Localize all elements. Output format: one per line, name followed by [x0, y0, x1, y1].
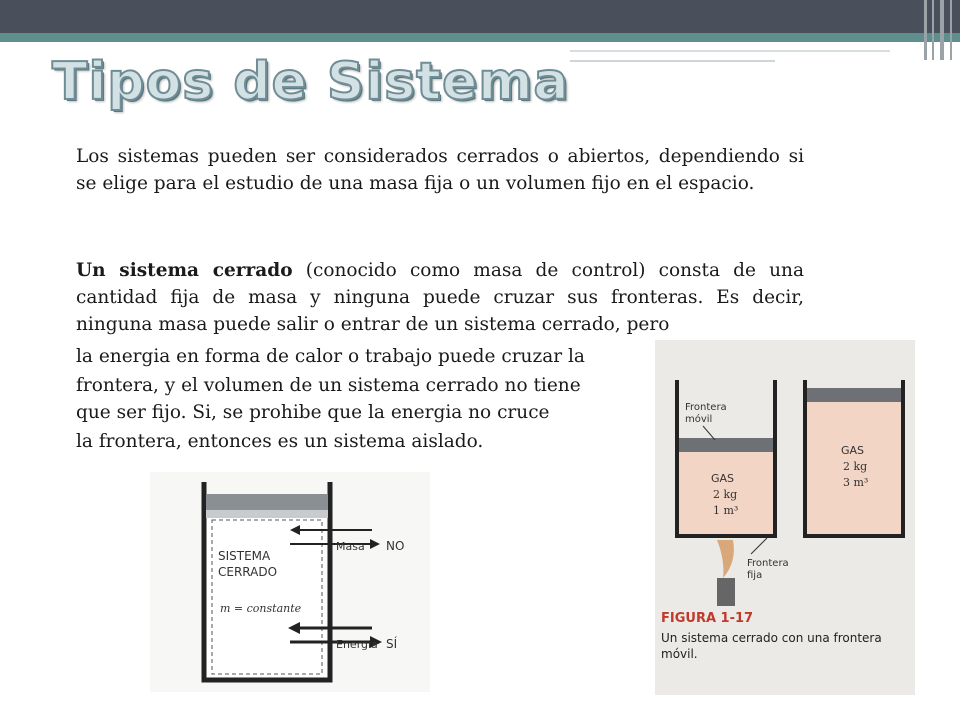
- figure-caption-text-1: Un sistema cerrado con una frontera: [661, 631, 882, 645]
- gas2-mass: 2 kg: [843, 460, 868, 473]
- fixed-boundary-label-2: fija: [747, 570, 763, 581]
- text-line: la frontera, entonces es un sistema aislado.: [76, 431, 484, 452]
- left-fig-label-1: SISTEMA: [218, 549, 271, 563]
- corner-stripes: [920, 0, 960, 60]
- top-bar: [0, 0, 960, 33]
- divider-line-short: [570, 60, 775, 62]
- text-line: que ser fijo. Si, se prohibe que la energia no cruce: [76, 402, 550, 423]
- gas1-mass: 2 kg: [713, 488, 738, 501]
- left-fig-label-2: CERRADO: [218, 565, 278, 579]
- closed-system-term: Un sistema cerrado: [76, 260, 293, 281]
- piston-cylinder-figure: [655, 340, 915, 695]
- gas2-volume: 3 m³: [843, 476, 869, 489]
- moving-boundary-label-2: móvil: [685, 414, 713, 425]
- energy-arrow-answer: SÍ: [386, 637, 398, 651]
- slide-title: Tipos de Sistema: [52, 52, 570, 112]
- mass-arrow-answer: NO: [386, 539, 405, 553]
- figure-caption-text-2: móvil.: [661, 647, 698, 661]
- left-fig-equation: m = constante: [220, 602, 302, 615]
- mass-arrow-label: Masa: [336, 540, 365, 553]
- paragraph-intro: Los sistemas pueden ser considerados cerrados o abiertos, dependiendo si se elige para el estudio de una masa fija o un volumen fijo en el espacio.: [76, 146, 804, 194]
- closed-system-figure: [150, 472, 430, 692]
- closed-system-diagram: [150, 472, 430, 692]
- gas2-name: GAS: [841, 444, 865, 457]
- gas1-volume: 1 m³: [713, 504, 739, 517]
- moving-boundary-label-1: Frontera: [685, 402, 727, 413]
- text-line: la energia en forma de calor o trabajo puede cruzar la: [76, 346, 585, 367]
- piston-cylinder-diagram: [655, 340, 915, 695]
- energy-arrow-label: Energía: [336, 638, 378, 651]
- paragraph-closed-system: [76, 257, 804, 338]
- text-line: frontera, y el volumen de un sistema cerrado no tiene: [76, 375, 581, 396]
- fixed-boundary-label-1: Frontera: [747, 558, 789, 569]
- divider-line: [570, 50, 890, 52]
- accent-line: [0, 33, 960, 42]
- gas1-name: GAS: [711, 472, 735, 485]
- closed-system-definition: (conocido como masa de control) consta de una cantidad fija de masa y ninguna puede cruzar sus fronteras. Es decir, ninguna masa puede salir o entrar de un sistema cerrado, pero: [76, 260, 805, 335]
- figure-caption-title: FIGURA 1-17: [661, 611, 754, 626]
